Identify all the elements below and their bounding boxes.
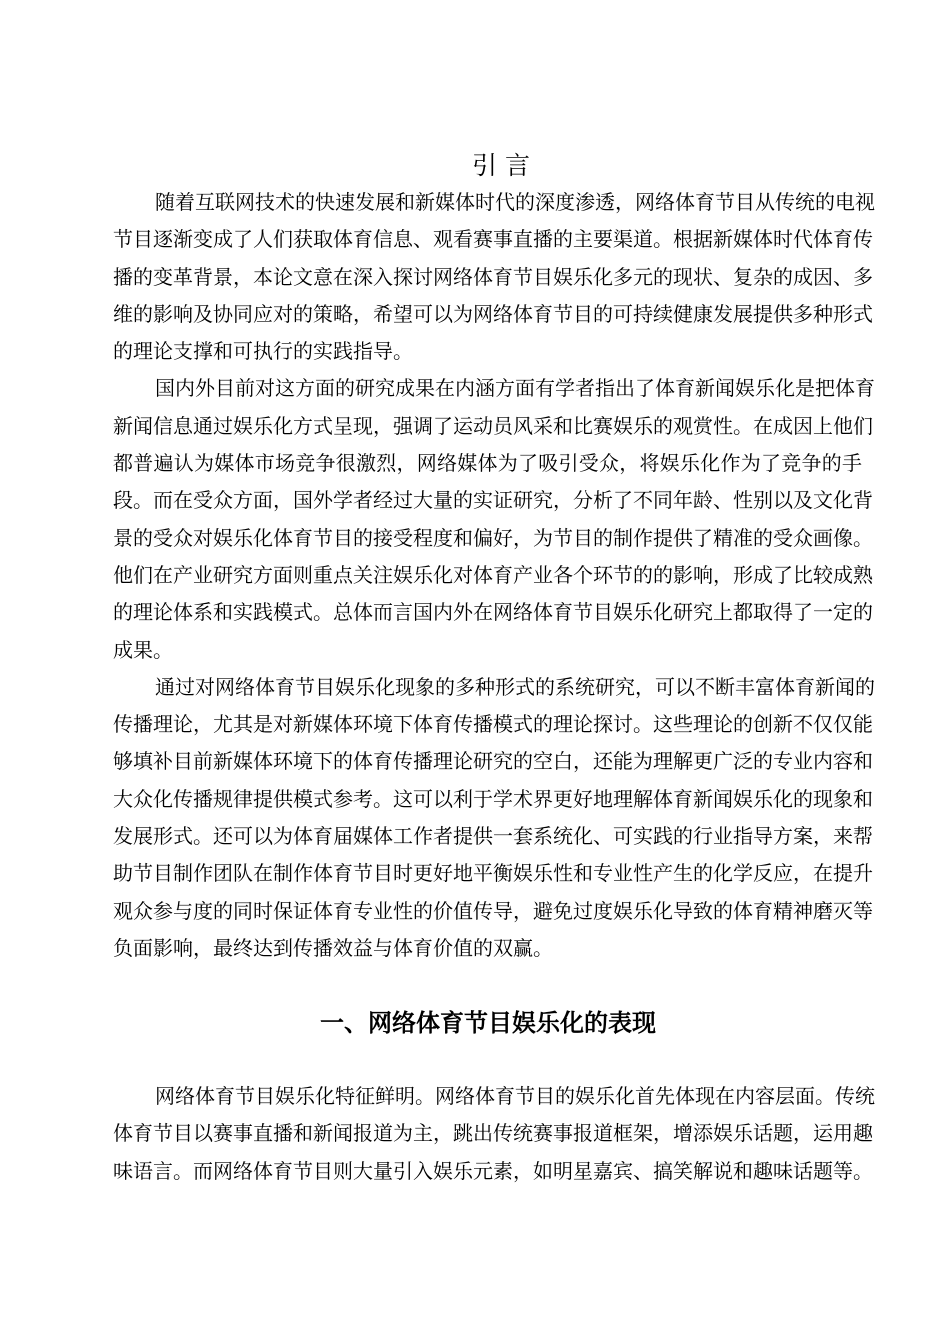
paragraph-line: 成果。: [113, 637, 173, 662]
paragraph: [113, 184, 875, 370]
paragraph: [113, 370, 875, 668]
paragraph-line: 网络体育节目娱乐化特征鲜明。网络体育节目的娱乐化首先体现在内容层面。传统: [155, 1084, 875, 1108]
paragraph-line: 国内外目前对这方面的研究成果在内涵方面有学者指出了体育新闻娱乐化是把体育: [155, 376, 875, 401]
paragraph-line: 的理论支撑和可执行的实践指导。: [113, 339, 413, 364]
paragraph-line: 负面影响，最终达到传播效益与体育价值的双赢。: [113, 935, 553, 960]
paragraph-line: 味语言。而网络体育节目则大量引入娱乐元素，如明星嘉宾、搞笑解说和趣味话题等。: [113, 1158, 873, 1183]
paragraph-line: 节目逐渐变成了人们获取体育信息、观看赛事直播的主要渠道。根据新媒体时代体育传: [113, 227, 873, 252]
intro-title: 引言: [471, 151, 538, 180]
paragraph-line: 随着互联网技术的快速发展和新媒体时代的深度渗透，网络体育节目从传统的电视: [155, 190, 875, 214]
paragraph-line: 通过对网络体育节目娱乐化现象的多种形式的系统研究，可以不断丰富体育新闻的: [155, 674, 875, 699]
paragraph-line: 大众化传播规律提供模式参考。这可以利于学术界更好地理解体育新闻娱乐化的现象和: [113, 786, 873, 811]
section-heading: 一、网络体育节目娱乐化的表现: [320, 1009, 656, 1037]
paragraph: [113, 1078, 875, 1190]
paragraph-line: 够填补目前新媒体环境下的体育传播理论研究的空白，还能为理解更广泛的专业内容和: [113, 749, 873, 774]
paragraph-line: 体育节目以赛事直播和新闻报道为主，跳出传统赛事报道框架，增添娱乐话题，运用趣: [113, 1121, 873, 1146]
paragraph-line: 播的变革背景，本论文意在深入探讨网络体育节目娱乐化多元的现状、复杂的成因、多: [113, 264, 873, 289]
paragraph-line: 传播理论，尤其是对新媒体环境下体育传播模式的理论探讨。这些理论的创新不仅仅能: [113, 712, 873, 737]
paragraph-line: 助节目制作团队在制作体育节目时更好地平衡娱乐性和专业性产生的化学反应，在提升: [113, 861, 873, 886]
paragraph-line: 段。而在受众方面，国外学者经过大量的实证研究，分析了不同年龄、性别以及文化背: [113, 488, 873, 513]
paragraph-line: 的理论体系和实践模式。总体而言国内外在网络体育节目娱乐化研究上都取得了一定的: [113, 600, 873, 625]
paragraph-line: 景的受众对娱乐化体育节目的接受程度和偏好，为节目的制作提供了精准的受众画像。: [113, 525, 873, 550]
paragraph-line: 他们在产业研究方面则重点关注娱乐化对体育产业各个环节的的影响，形成了比较成熟: [113, 562, 873, 587]
paragraph-line: 都普遍认为媒体市场竞争很激烈，网络媒体为了吸引受众，将娱乐化作为了竞争的手: [113, 451, 862, 476]
paragraph-line: 维的影响及协同应对的策略，希望可以为网络体育节目的可持续健康发展提供多种形式: [113, 301, 873, 326]
paragraph-line: 发展形式。还可以为体育届媒体工作者提供一套系统化、可实践的行业指导方案，来帮: [113, 824, 873, 849]
section1-body: [113, 1078, 875, 1190]
intro-body: [113, 184, 875, 967]
paragraph-line: 观众参与度的同时保证体育专业性的价值传导，避免过度娱乐化导致的体育精神磨灭等: [113, 898, 873, 923]
paragraph-line: 新闻信息通过娱乐化方式呈现，强调了运动员风采和比赛娱乐的观赏性。在成因上他们: [113, 413, 873, 438]
paragraph: [113, 669, 875, 967]
